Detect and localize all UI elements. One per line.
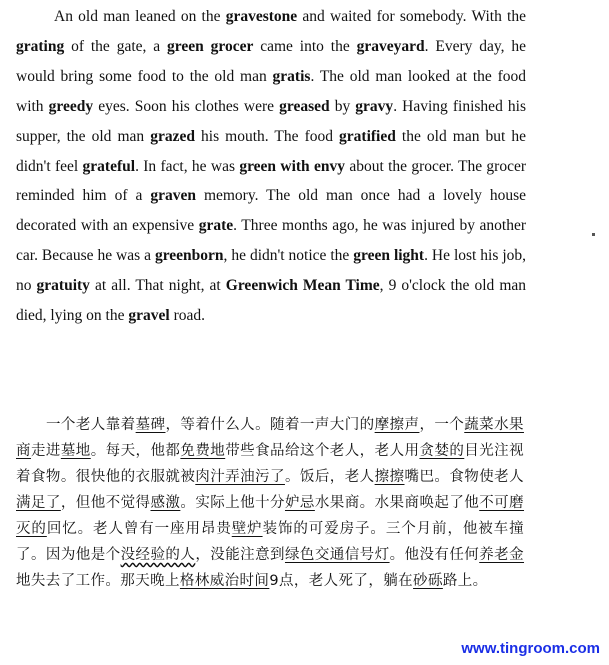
vocab-word: grazed — [150, 127, 195, 145]
text-run: the old man but he didn't feel — [16, 127, 526, 175]
vocab-word: grateful — [82, 157, 136, 175]
vocab-word: gravel — [128, 307, 170, 325]
english-passage — [16, 2, 526, 331]
vocab-word: green with envy — [239, 157, 345, 175]
text-run: at all. That night, at — [89, 277, 226, 295]
vocab-word: greenborn — [154, 247, 224, 265]
english-paragraph — [16, 2, 526, 331]
vocab-word: gratuity — [36, 277, 90, 295]
translated-term: 蔬菜水果商 — [16, 417, 524, 459]
vocab-word: graven — [150, 187, 196, 205]
translated-term: 摩擦声 — [374, 417, 420, 433]
vocab-word: gratis — [272, 67, 311, 85]
text-run: . The old man looked at the food with — [16, 67, 526, 115]
text-run: 目光注视着食物。很快他的衣服就被 — [16, 443, 525, 485]
text-run: ，一个 — [419, 417, 465, 433]
text-run: . Three months ago, he was injured by another car. Because he was a — [16, 217, 527, 265]
text-run: 9点，老人死了，躺在 — [269, 573, 414, 589]
text-run: ，但他不觉得 — [60, 495, 151, 511]
vocab-word: grating — [16, 37, 65, 55]
watermark: www.tingroom.com — [461, 640, 600, 657]
text-run: and waited for somebody. With the — [297, 8, 526, 25]
translated-term: 免费地 — [180, 443, 226, 459]
text-run: 装饰的可爱房子。三个月前，他被车撞了。因为他是个 — [16, 521, 524, 563]
text-run: . In fact, he was — [135, 157, 240, 175]
text-run: 地失去了工作。那天晚上 — [16, 573, 180, 589]
chinese-translation — [16, 412, 524, 594]
text-run: about the grocer. The grocer reminded him of a — [16, 157, 527, 205]
text-run: road. — [169, 307, 205, 325]
text-run: ，等着什么人。随着一声大门的 — [165, 417, 375, 433]
translated-term: 养老金 — [479, 547, 525, 563]
text-run: 。实际上他十分 — [180, 495, 285, 511]
vocab-word: gravestone — [225, 8, 298, 25]
vocab-word: green light — [353, 247, 425, 265]
text-run: An old man leaned on the — [54, 8, 226, 25]
text-run: . Having finished his supper, the old man — [16, 97, 526, 145]
text-run: his mouth. The food — [194, 127, 340, 145]
vocab-word: green grocer — [167, 37, 254, 55]
text-run: . He lost his job, no — [16, 247, 526, 295]
text-run: came into the — [253, 37, 357, 55]
text-run: . Every day, he would bring some food to the old man — [16, 37, 527, 85]
translated-term: 墓碑 — [135, 417, 166, 433]
translated-term: 满足了 — [16, 495, 61, 511]
translated-term: 擦擦 — [374, 469, 405, 485]
vocab-word: gravy — [355, 97, 394, 115]
translated-term: 绿色交通信号灯 — [284, 547, 390, 563]
text-run: memory. The old man once had a lovely house decorated with an expensive — [16, 187, 526, 235]
text-run: 带些食品给这个老人，老人用 — [225, 443, 420, 459]
translated-term: 砂砾 — [413, 573, 443, 589]
text-run: of the gate, a — [64, 37, 168, 55]
text-run: 回忆。老人曾有一座用昂贵 — [46, 521, 232, 537]
vocab-word: graveyard — [356, 37, 425, 55]
vocab-word: Greenwich Mean Time — [225, 277, 380, 295]
vocab-word: greased — [279, 97, 330, 115]
translated-term: 壁炉 — [231, 521, 263, 537]
text-run: 。每天，他都 — [90, 443, 181, 459]
translated-term: 肉汁弄油污了 — [195, 469, 285, 485]
translated-term: 不可磨灭的 — [16, 495, 525, 537]
margin-mark — [592, 233, 595, 236]
text-run: 水果商。水果商唤起了他 — [314, 495, 480, 511]
text-run: 嘴巴。食物使老人 — [404, 469, 524, 485]
vocab-word: grate — [198, 217, 234, 235]
translated-term: 没经验的人 — [120, 547, 196, 563]
text-run: ，没能注意到 — [195, 547, 285, 563]
text-run: , 9 o'clock the old man died, lying on the — [16, 277, 527, 325]
chinese-paragraph — [16, 412, 524, 594]
text-run: 路上。 — [442, 573, 488, 589]
translated-term: 贪婪的 — [419, 443, 465, 459]
vocab-word: greedy — [48, 97, 94, 115]
vocab-word: gratified — [339, 127, 396, 145]
text-run: eyes. Soon his clothes were — [93, 97, 280, 115]
text-run: 。饭后，老人 — [284, 469, 375, 485]
translated-term: 感激 — [150, 495, 181, 511]
translated-term: 格林威治时间 — [179, 573, 270, 589]
translated-term: 妒忌 — [284, 495, 315, 511]
text-run: 一个老人靠着 — [46, 417, 136, 433]
text-run: 。他没有任何 — [389, 547, 480, 563]
text-run: 走进 — [30, 443, 61, 459]
text-run: , he didn't notice the — [223, 247, 354, 265]
translated-term: 墓地 — [60, 443, 91, 459]
text-run: by — [329, 97, 356, 115]
